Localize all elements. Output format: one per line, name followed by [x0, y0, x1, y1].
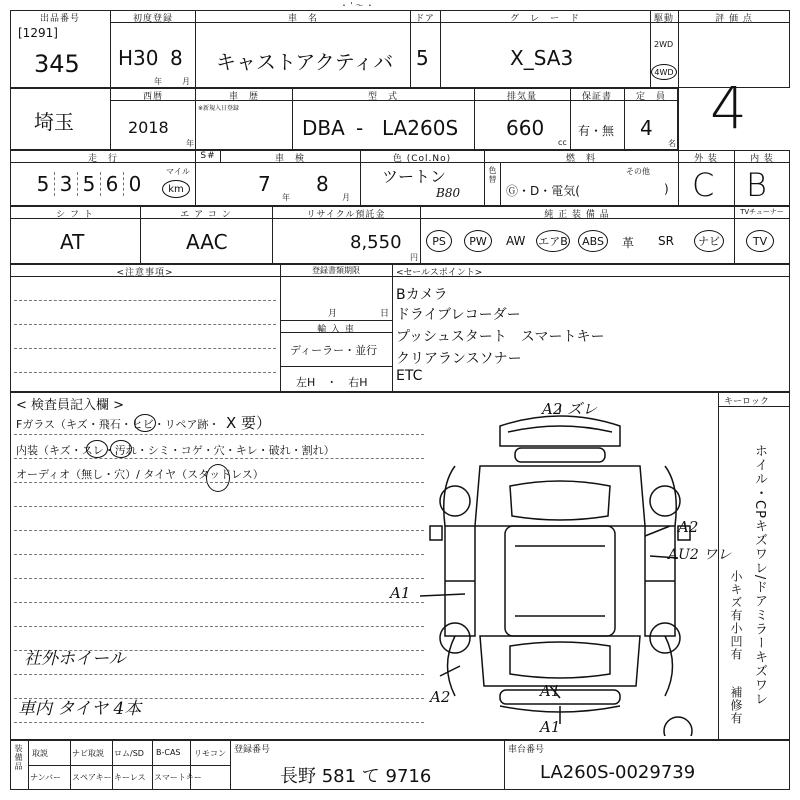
- capacity-unit: 名: [668, 139, 676, 148]
- fuel-close: ): [664, 182, 669, 196]
- grade: X_SA3: [510, 46, 574, 70]
- equip-airbag: エアB: [536, 230, 570, 252]
- recycle-amount: 8,550: [350, 232, 402, 253]
- inspection-month: 8: [316, 172, 329, 196]
- inspection-year-unit: 年: [282, 193, 290, 202]
- capacity: 4: [640, 116, 653, 140]
- color-change: 色替: [488, 166, 497, 184]
- displacement-unit: cc: [558, 138, 567, 147]
- plate-label: 登録番号: [234, 745, 271, 755]
- equip-pw: PW: [464, 230, 492, 252]
- dealer-parallel: ディーラー・並行: [290, 344, 378, 357]
- shift: AT: [60, 230, 85, 254]
- doors: 5: [416, 46, 429, 70]
- fuel-label: 燃 料: [565, 154, 596, 164]
- first-reg-era: H30: [118, 46, 159, 70]
- model-year-label: 車 歴: [228, 92, 259, 102]
- footer-spare-key: スペアキー: [72, 773, 112, 782]
- side-legend-repair: 補修有: [729, 686, 743, 725]
- equip-leather: 革: [622, 236, 635, 250]
- sales-point: プッシュスタート スマートキー: [396, 329, 605, 345]
- footer-smart-key: スマートキー: [154, 773, 202, 782]
- reg-day: 日: [380, 309, 390, 319]
- auction-sheet: [10, 1, 790, 790]
- sales-point: ETC: [396, 368, 423, 384]
- side-legend: ホイル・CPキズワレ/ドアミラーキズワレ: [752, 444, 767, 707]
- footer-manual: 取説: [32, 749, 48, 758]
- type-prefix: DBA: [302, 116, 345, 140]
- steering: 左H ・ 右H: [296, 376, 368, 389]
- side-legend-dent: 小凹有: [729, 622, 743, 661]
- equip-aw: AW: [506, 234, 526, 248]
- inspection-line-audio: オーディオ（無し・穴）/ タイヤ（スタッドレス）: [16, 468, 264, 481]
- sales-label: <セールスポイント>: [396, 268, 483, 278]
- doors-label: ドア: [415, 14, 435, 24]
- score-value: 4: [710, 74, 747, 142]
- chassis-number: LA260S-0029739: [540, 762, 696, 783]
- mileage-digit: 5: [77, 172, 100, 196]
- mileage-unit-mile: マイル: [166, 167, 190, 176]
- ac: AAC: [186, 230, 228, 254]
- mark-circle: [86, 440, 108, 458]
- lot-label: 出品番号: [39, 14, 80, 24]
- equip-sunroof: SR: [658, 234, 674, 248]
- warranty: 有・無: [578, 124, 615, 138]
- fuel-other: その他: [626, 167, 650, 176]
- damage-mark-top: A2 ズレ: [542, 400, 598, 418]
- tv-tuner-label: TVチューナー: [740, 208, 784, 216]
- damage-mark-left-side: A1: [390, 584, 411, 602]
- displacement: 660: [506, 116, 545, 140]
- shift-label: シ フ ト: [56, 210, 94, 220]
- mark-circle: [134, 414, 156, 432]
- type-label: 型 式: [367, 92, 398, 102]
- first-reg-month: 8: [170, 46, 183, 70]
- year-label: 西暦: [142, 92, 163, 102]
- side-legend-scratch: 小キズ有: [729, 570, 743, 622]
- score-label: 評 価 点: [715, 14, 753, 24]
- type-dash: -: [356, 116, 364, 140]
- sales-point: Bカメラ: [396, 287, 448, 303]
- car-name: キャストアクティバ: [216, 50, 394, 74]
- footer-equip-label: 装備品: [14, 744, 23, 771]
- damage-mark-right-front: A2: [678, 518, 699, 536]
- year-suffix: 年: [186, 139, 194, 148]
- inspection-line-glass: Fガラス（キズ・飛石・ヒビ・リペア跡・: [16, 418, 220, 431]
- sales-point: クリアランスソナー: [396, 351, 522, 367]
- equip-abs: ABS: [578, 230, 608, 252]
- mileage-digit: 5: [36, 172, 50, 196]
- first-reg-month-unit: 月: [182, 77, 190, 86]
- type-code: LA260S: [382, 116, 459, 140]
- inspection-year: 7: [258, 172, 271, 196]
- handwritten-note-tires: 車内 タイヤ 4本: [18, 699, 142, 719]
- inspection-line-glass-mark: X 要）: [226, 414, 272, 432]
- mark-circle: [206, 464, 230, 492]
- model-year-note: ※新規入日登録: [198, 105, 240, 112]
- footer-navi-manual: ナビ取説: [72, 749, 104, 758]
- equip-navi: ナビ: [694, 230, 724, 252]
- first-reg-label: 初度登録: [132, 14, 173, 24]
- footer-remote: リモコン: [194, 749, 226, 758]
- color-code: B80: [436, 186, 461, 200]
- interior-label: 内 装: [750, 154, 774, 164]
- color-label: 色 (Col.No): [392, 154, 452, 164]
- damage-mark-right-side: AU2 ワレ: [668, 547, 732, 563]
- lot-number: 345: [34, 50, 80, 78]
- drive-4wd-circled: 4WD: [651, 64, 677, 80]
- interior-grade: B: [746, 166, 767, 204]
- recycle-unit: 円: [410, 253, 418, 262]
- capacity-label: 定 員: [635, 92, 666, 102]
- footer-number-plate: ナンバー: [30, 773, 62, 782]
- mileage-digits: [32, 172, 146, 196]
- plate-number: 長野 581 て 9716: [280, 766, 432, 787]
- car-name-label: 車 名: [287, 14, 318, 24]
- inspection-title: < 検査員記入欄 >: [16, 398, 125, 413]
- year: 2018: [128, 118, 169, 137]
- sales-point: ドライブレコーダー: [396, 307, 521, 323]
- footer-rom-sd: ロム/SD: [114, 749, 144, 758]
- equipment-label: 純 正 装 備 品: [544, 210, 610, 220]
- damage-mark-rear-left: A2: [430, 688, 451, 706]
- drive-label: 駆動: [653, 14, 674, 24]
- inspection-line-interior: 内装（キズ・スレ・汚れ・シミ・コゲ・穴・キレ・破れ・割れ）: [16, 444, 335, 457]
- damage-mark-rear: A1: [540, 682, 561, 700]
- ac-label: エ ア コ ン: [180, 210, 232, 220]
- mark-circle: [110, 440, 132, 458]
- region: 埼玉: [34, 110, 74, 134]
- warranty-label: 保証書: [581, 92, 612, 102]
- mileage-label: 走 行: [87, 154, 118, 164]
- grade-label: グ レ ー ド: [509, 14, 580, 24]
- mileage-digit: 3: [54, 172, 77, 196]
- equip-ps: PS: [426, 230, 452, 252]
- mileage-digit: 0: [123, 172, 146, 196]
- reg-month: 月: [328, 309, 338, 319]
- displacement-label: 排気量: [506, 92, 537, 102]
- equip-tv: TV: [746, 230, 774, 252]
- inspection-month-unit: 月: [342, 193, 350, 202]
- exterior-label: 外 装: [694, 154, 718, 164]
- damage-mark-bottom: A1: [540, 718, 561, 736]
- fuel-options: Ⓖ・D・電気(: [506, 184, 580, 198]
- first-reg-year-unit: 年: [154, 77, 162, 86]
- keylock-label: キーロック: [724, 397, 769, 407]
- import-label: 輸 入 車: [317, 325, 355, 335]
- sunit-label: S#: [200, 151, 216, 161]
- handwritten-note-wheel: 社外ホイール: [24, 649, 126, 669]
- header-scribble: ・ ' 〜 ・: [340, 1, 374, 10]
- footer-bcas: B-CAS: [156, 748, 181, 757]
- footer-keyless: キーレス: [114, 773, 146, 782]
- mileage-unit-km-circled: km: [162, 180, 190, 198]
- inspection-label: 車 検: [274, 154, 305, 164]
- caution-label: <注意事項>: [116, 268, 174, 278]
- chassis-label: 車台番号: [508, 745, 545, 755]
- mileage-digit: 6: [100, 172, 123, 196]
- lot-bracket: [1291]: [18, 26, 58, 40]
- drive-2wd: 2WD: [654, 40, 674, 49]
- color-name: ツートン: [382, 167, 447, 186]
- reg-deadline-label: 登録書類期限: [312, 266, 360, 275]
- exterior-grade: C: [692, 166, 715, 204]
- recycle-label: リサイクル預託金: [306, 210, 386, 220]
